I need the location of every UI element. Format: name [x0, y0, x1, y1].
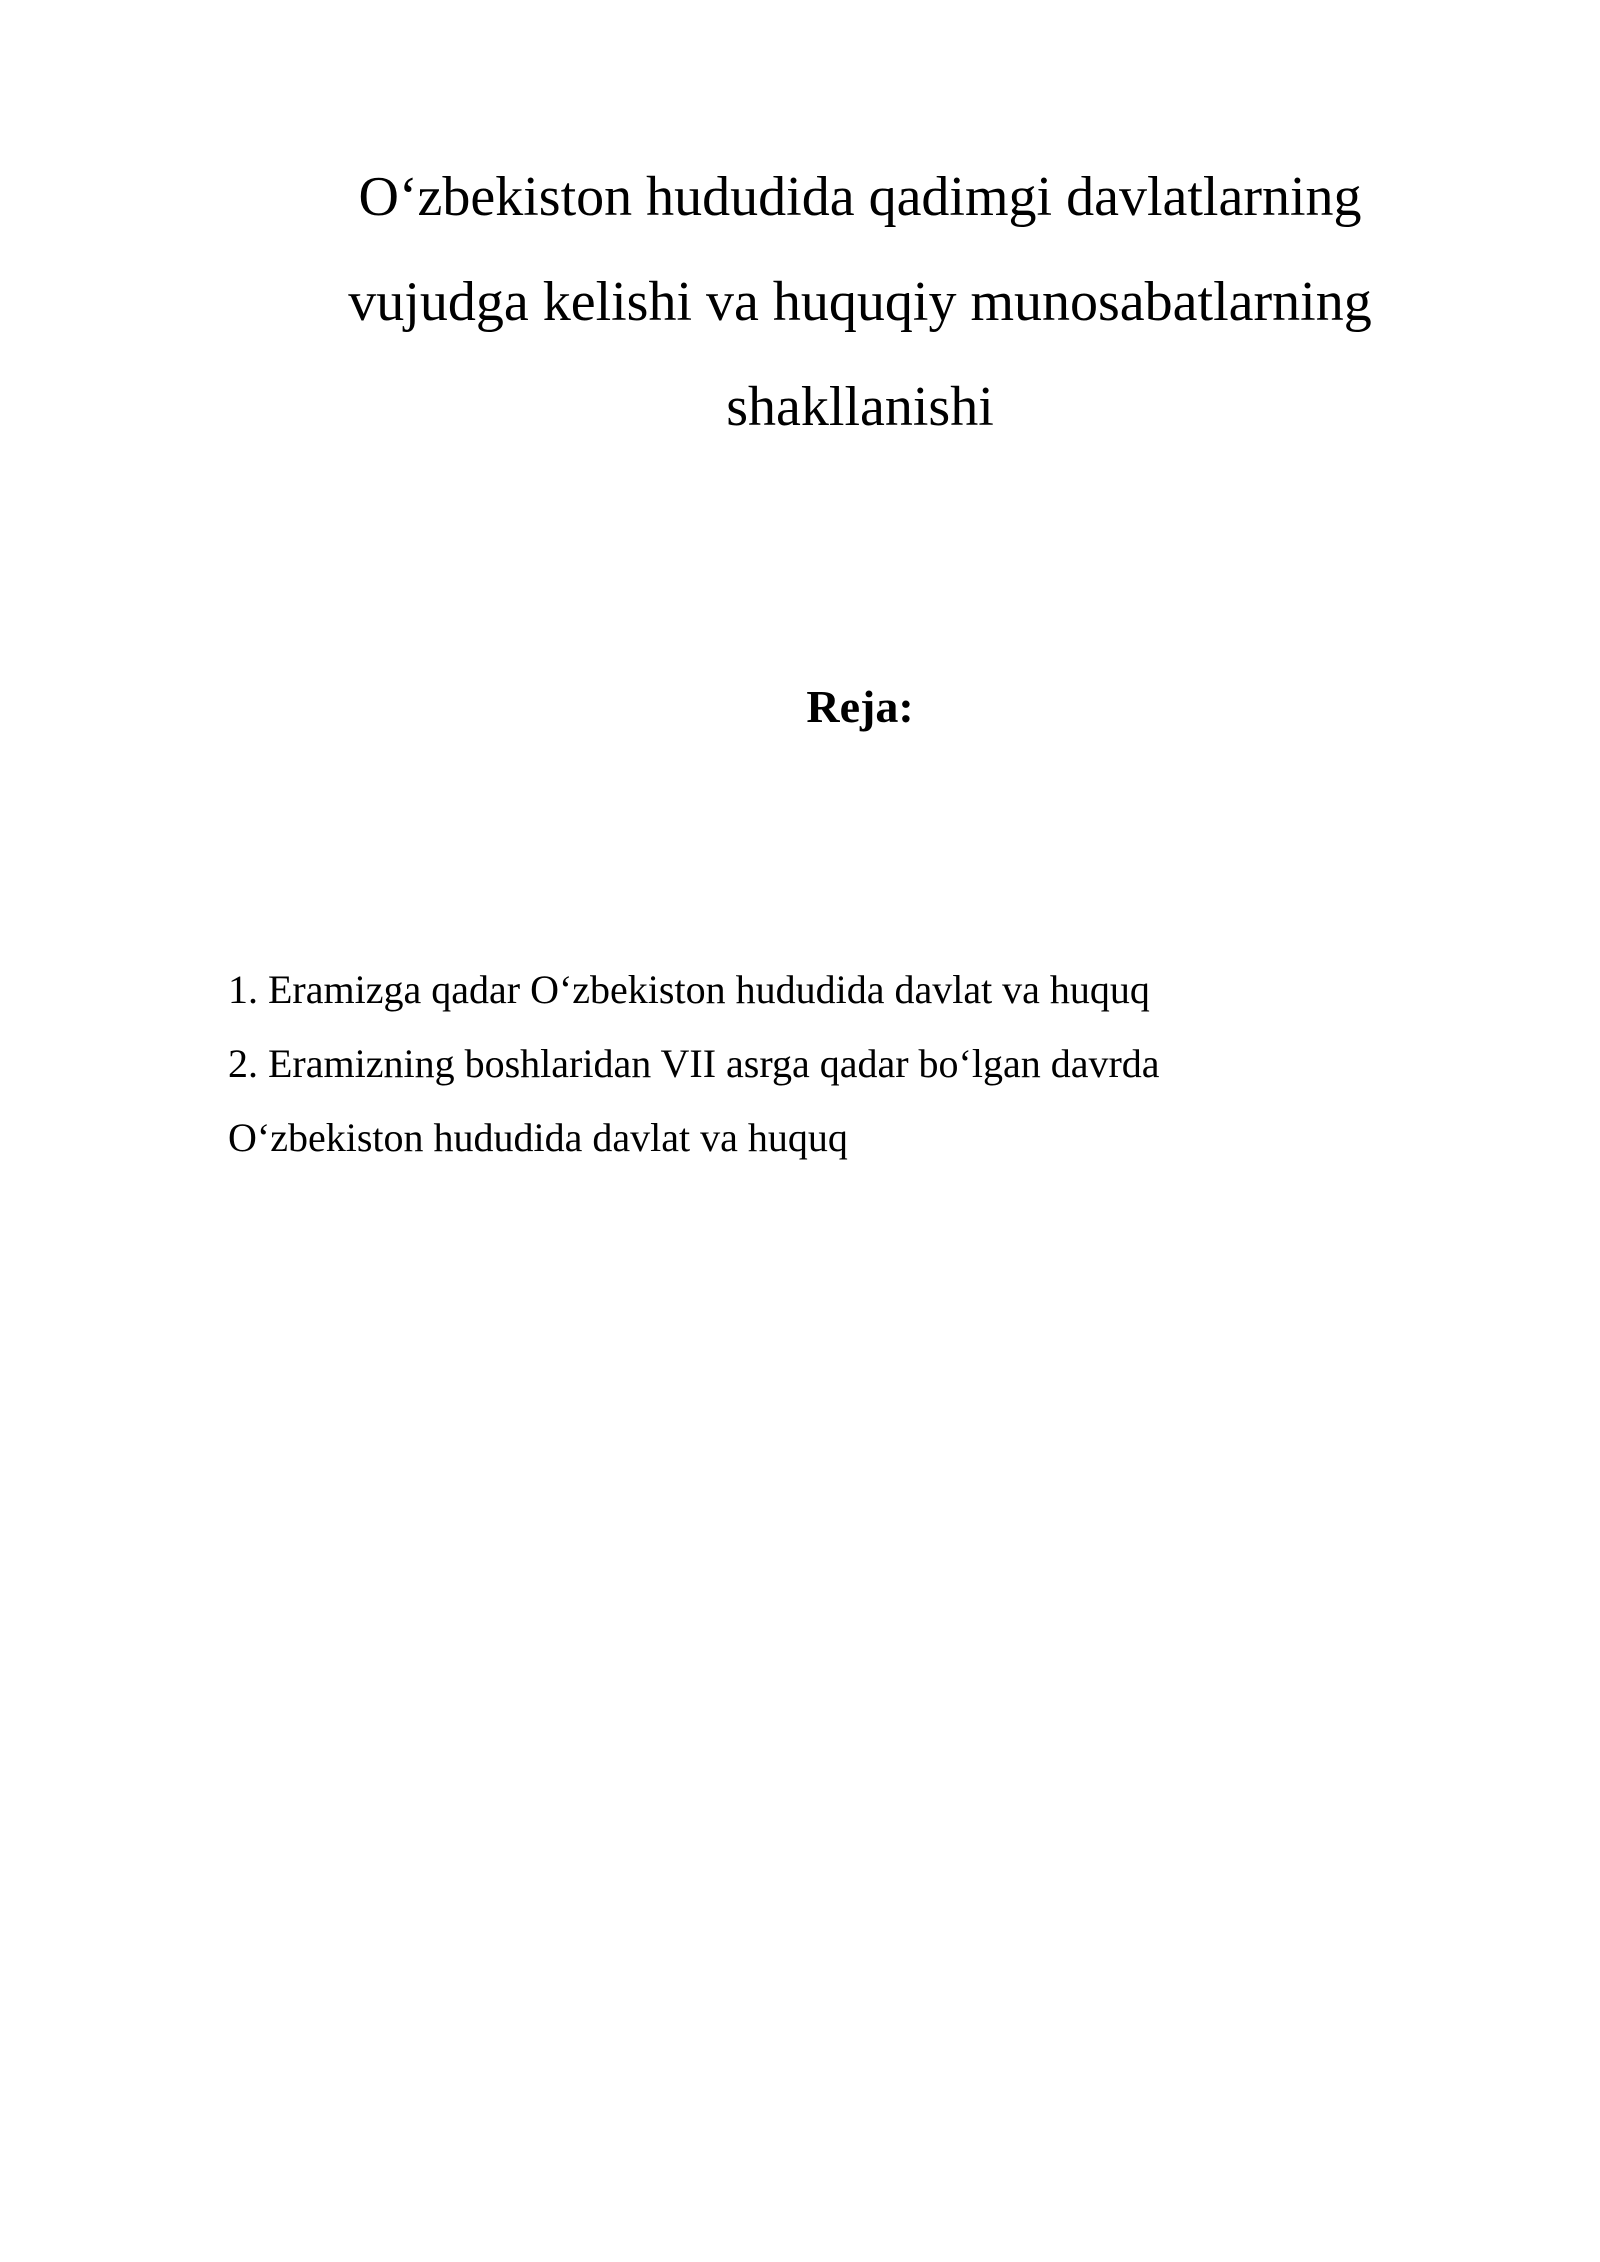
plan-item-text: Eramizga qadar O‘zbekiston hududida davlat va huquq [268, 967, 1150, 1012]
plan-item-1 [228, 953, 1408, 1027]
plan-item-number: 2. [228, 1041, 258, 1086]
plan-item-number: 1. [228, 967, 258, 1012]
title-line-3: shakllanishi [726, 376, 994, 438]
title-line-2: vujudga kelishi va huquqiy munosabatlarning [348, 271, 1372, 333]
plan-heading: Reja: [806, 681, 914, 732]
plan-item-continuation: O‘zbekiston hududida davlat va huquq [228, 1115, 848, 1160]
plan-item-text: Eramizning boshlaridan VII asrga qadar bo‘lgan davrda [268, 1041, 1160, 1086]
title-line-1: O‘zbekiston hududida qadimgi davlatlarning [358, 166, 1362, 228]
document-title [300, 145, 1420, 460]
plan-list [228, 953, 1408, 1175]
plan-item-2 [228, 1027, 1408, 1175]
